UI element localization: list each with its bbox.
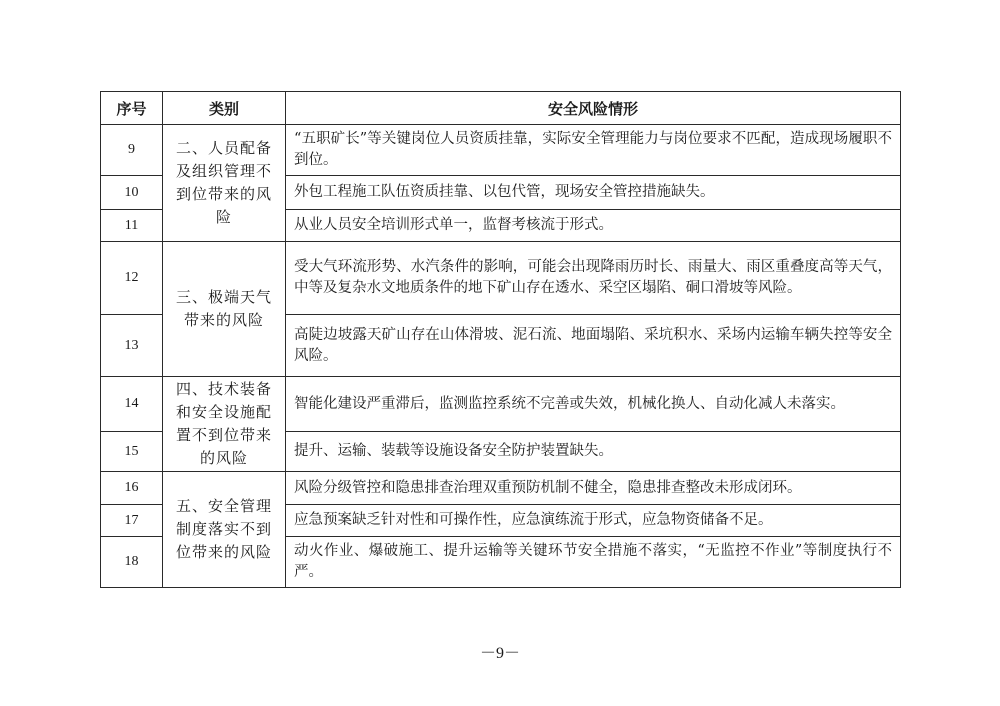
table-row <box>101 377 901 432</box>
row-no: 10 <box>101 176 163 210</box>
row-no: 13 <box>101 315 163 377</box>
table-row <box>101 125 901 176</box>
category-cell: 三、极端天气带来的风险 <box>163 242 286 377</box>
row-description: 高陡边坡露天矿山存在山体滑坡、泥石流、地面塌陷、采坑积水、采场内运输车辆失控等安全风险。 <box>286 315 901 377</box>
header-description: 安全风险情形 <box>286 92 901 125</box>
row-no: 17 <box>101 505 163 537</box>
category-cell: 二、人员配备及组织管理不到位带来的风险 <box>163 125 286 242</box>
table-row <box>101 472 901 505</box>
row-no: 9 <box>101 125 163 176</box>
row-description: “五职矿长”等关键岗位人员资质挂靠，实际安全管理能力与岗位要求不匹配，造成现场履职不到位。 <box>286 125 901 176</box>
category-cell: 五、安全管理制度落实不到位带来的风险 <box>163 472 286 588</box>
row-no: 14 <box>101 377 163 432</box>
row-no: 18 <box>101 537 163 588</box>
category-cell: 四、技术装备和安全设施配置不到位带来的风险 <box>163 377 286 472</box>
row-description: 动火作业、爆破施工、提升运输等关键环节安全措施不落实，“无监控不作业”等制度执行不严。 <box>286 537 901 588</box>
row-description: 提升、运输、装载等设施设备安全防护装置缺失。 <box>286 432 901 472</box>
row-description: 智能化建设严重滞后，监测监控系统不完善或失效，机械化换人、自动化减人未落实。 <box>286 377 901 432</box>
row-description: 从业人员安全培训形式单一，监督考核流于形式。 <box>286 210 901 242</box>
page-number: －9－ <box>479 645 520 662</box>
row-no: 12 <box>101 242 163 315</box>
row-description: 风险分级管控和隐患排查治理双重预防机制不健全，隐患排查整改未形成闭环。 <box>286 472 901 505</box>
row-no: 11 <box>101 210 163 242</box>
table-row <box>101 242 901 315</box>
table-header-row <box>101 92 901 125</box>
row-no: 16 <box>101 472 163 505</box>
header-no: 序号 <box>101 92 163 125</box>
row-description: 应急预案缺乏针对性和可操作性，应急演练流于形式，应急物资储备不足。 <box>286 505 901 537</box>
row-description: 受大气环流形势、水汽条件的影响，可能会出现降雨历时长、雨量大、雨区重叠度高等天气，中等及复杂水文地质条件的地下矿山存在透水、采空区塌陷、硐口滑坡等风险。 <box>286 242 901 315</box>
row-no: 15 <box>101 432 163 472</box>
header-category: 类别 <box>163 92 286 125</box>
risk-table <box>100 91 901 588</box>
row-description: 外包工程施工队伍资质挂靠、以包代管，现场安全管控措施缺失。 <box>286 176 901 210</box>
